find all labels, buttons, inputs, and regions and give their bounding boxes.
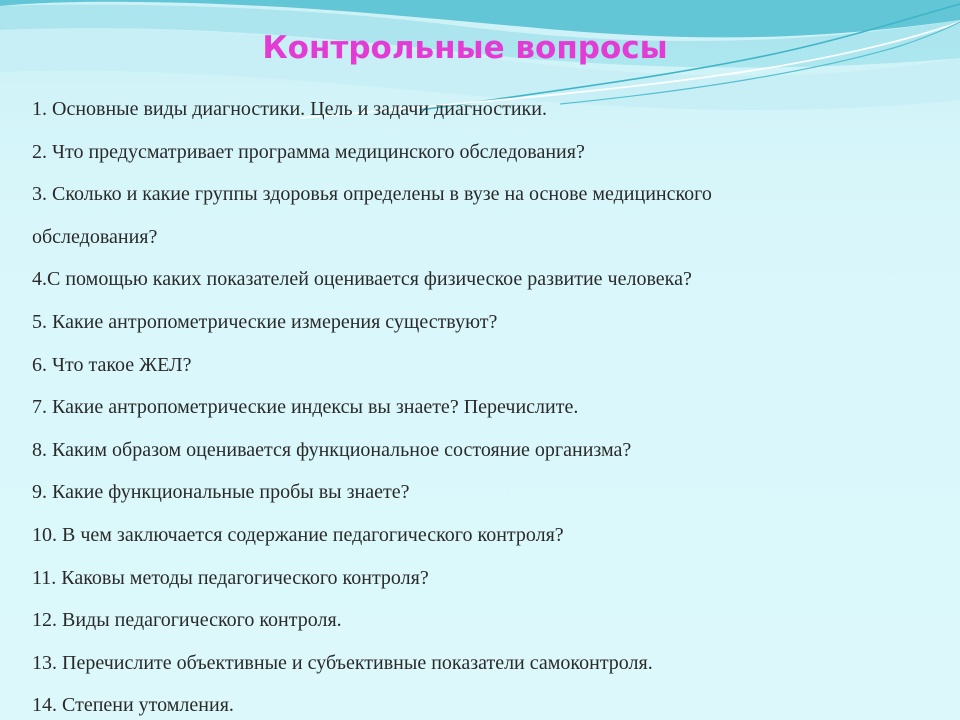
- question-item: 11. Каковы методы педагогического контроля?: [32, 566, 429, 589]
- slide-title: Контрольные вопросы: [262, 30, 668, 66]
- question-item: 3. Сколько и какие группы здоровья определены в вузе на основе медицинского: [32, 183, 712, 206]
- question-item: 1. Основные виды диагностики. Цель и задачи диагностики.: [32, 98, 547, 120]
- question-item: 10. В чем заключается содержание педагогического контроля?: [32, 523, 564, 546]
- question-item: 12. Виды педагогического контроля.: [32, 609, 342, 632]
- question-item: 9. Какие функциональные пробы вы знаете?: [32, 481, 410, 504]
- question-item: обследования?: [32, 225, 158, 248]
- question-list: [32, 88, 932, 720]
- question-item: 14. Степени утомления.: [32, 694, 234, 717]
- question-item: 4.С помощью каких показателей оценивается физическое развитие человека?: [32, 268, 692, 291]
- question-item: 13. Перечислите объективные и субъективные показатели самоконтроля.: [32, 651, 653, 674]
- question-item: 8. Каким образом оценивается функциональное состояние организма?: [32, 438, 632, 461]
- question-item: 6. Что такое ЖЕЛ?: [32, 353, 192, 376]
- question-item: 2. Что предусматривает программа медицинского обследования?: [32, 140, 585, 163]
- question-item: 5. Какие антропометрические измерения существуют?: [32, 310, 498, 333]
- question-item: 7. Какие антропометрические индексы вы знаете? Перечислите.: [32, 396, 579, 419]
